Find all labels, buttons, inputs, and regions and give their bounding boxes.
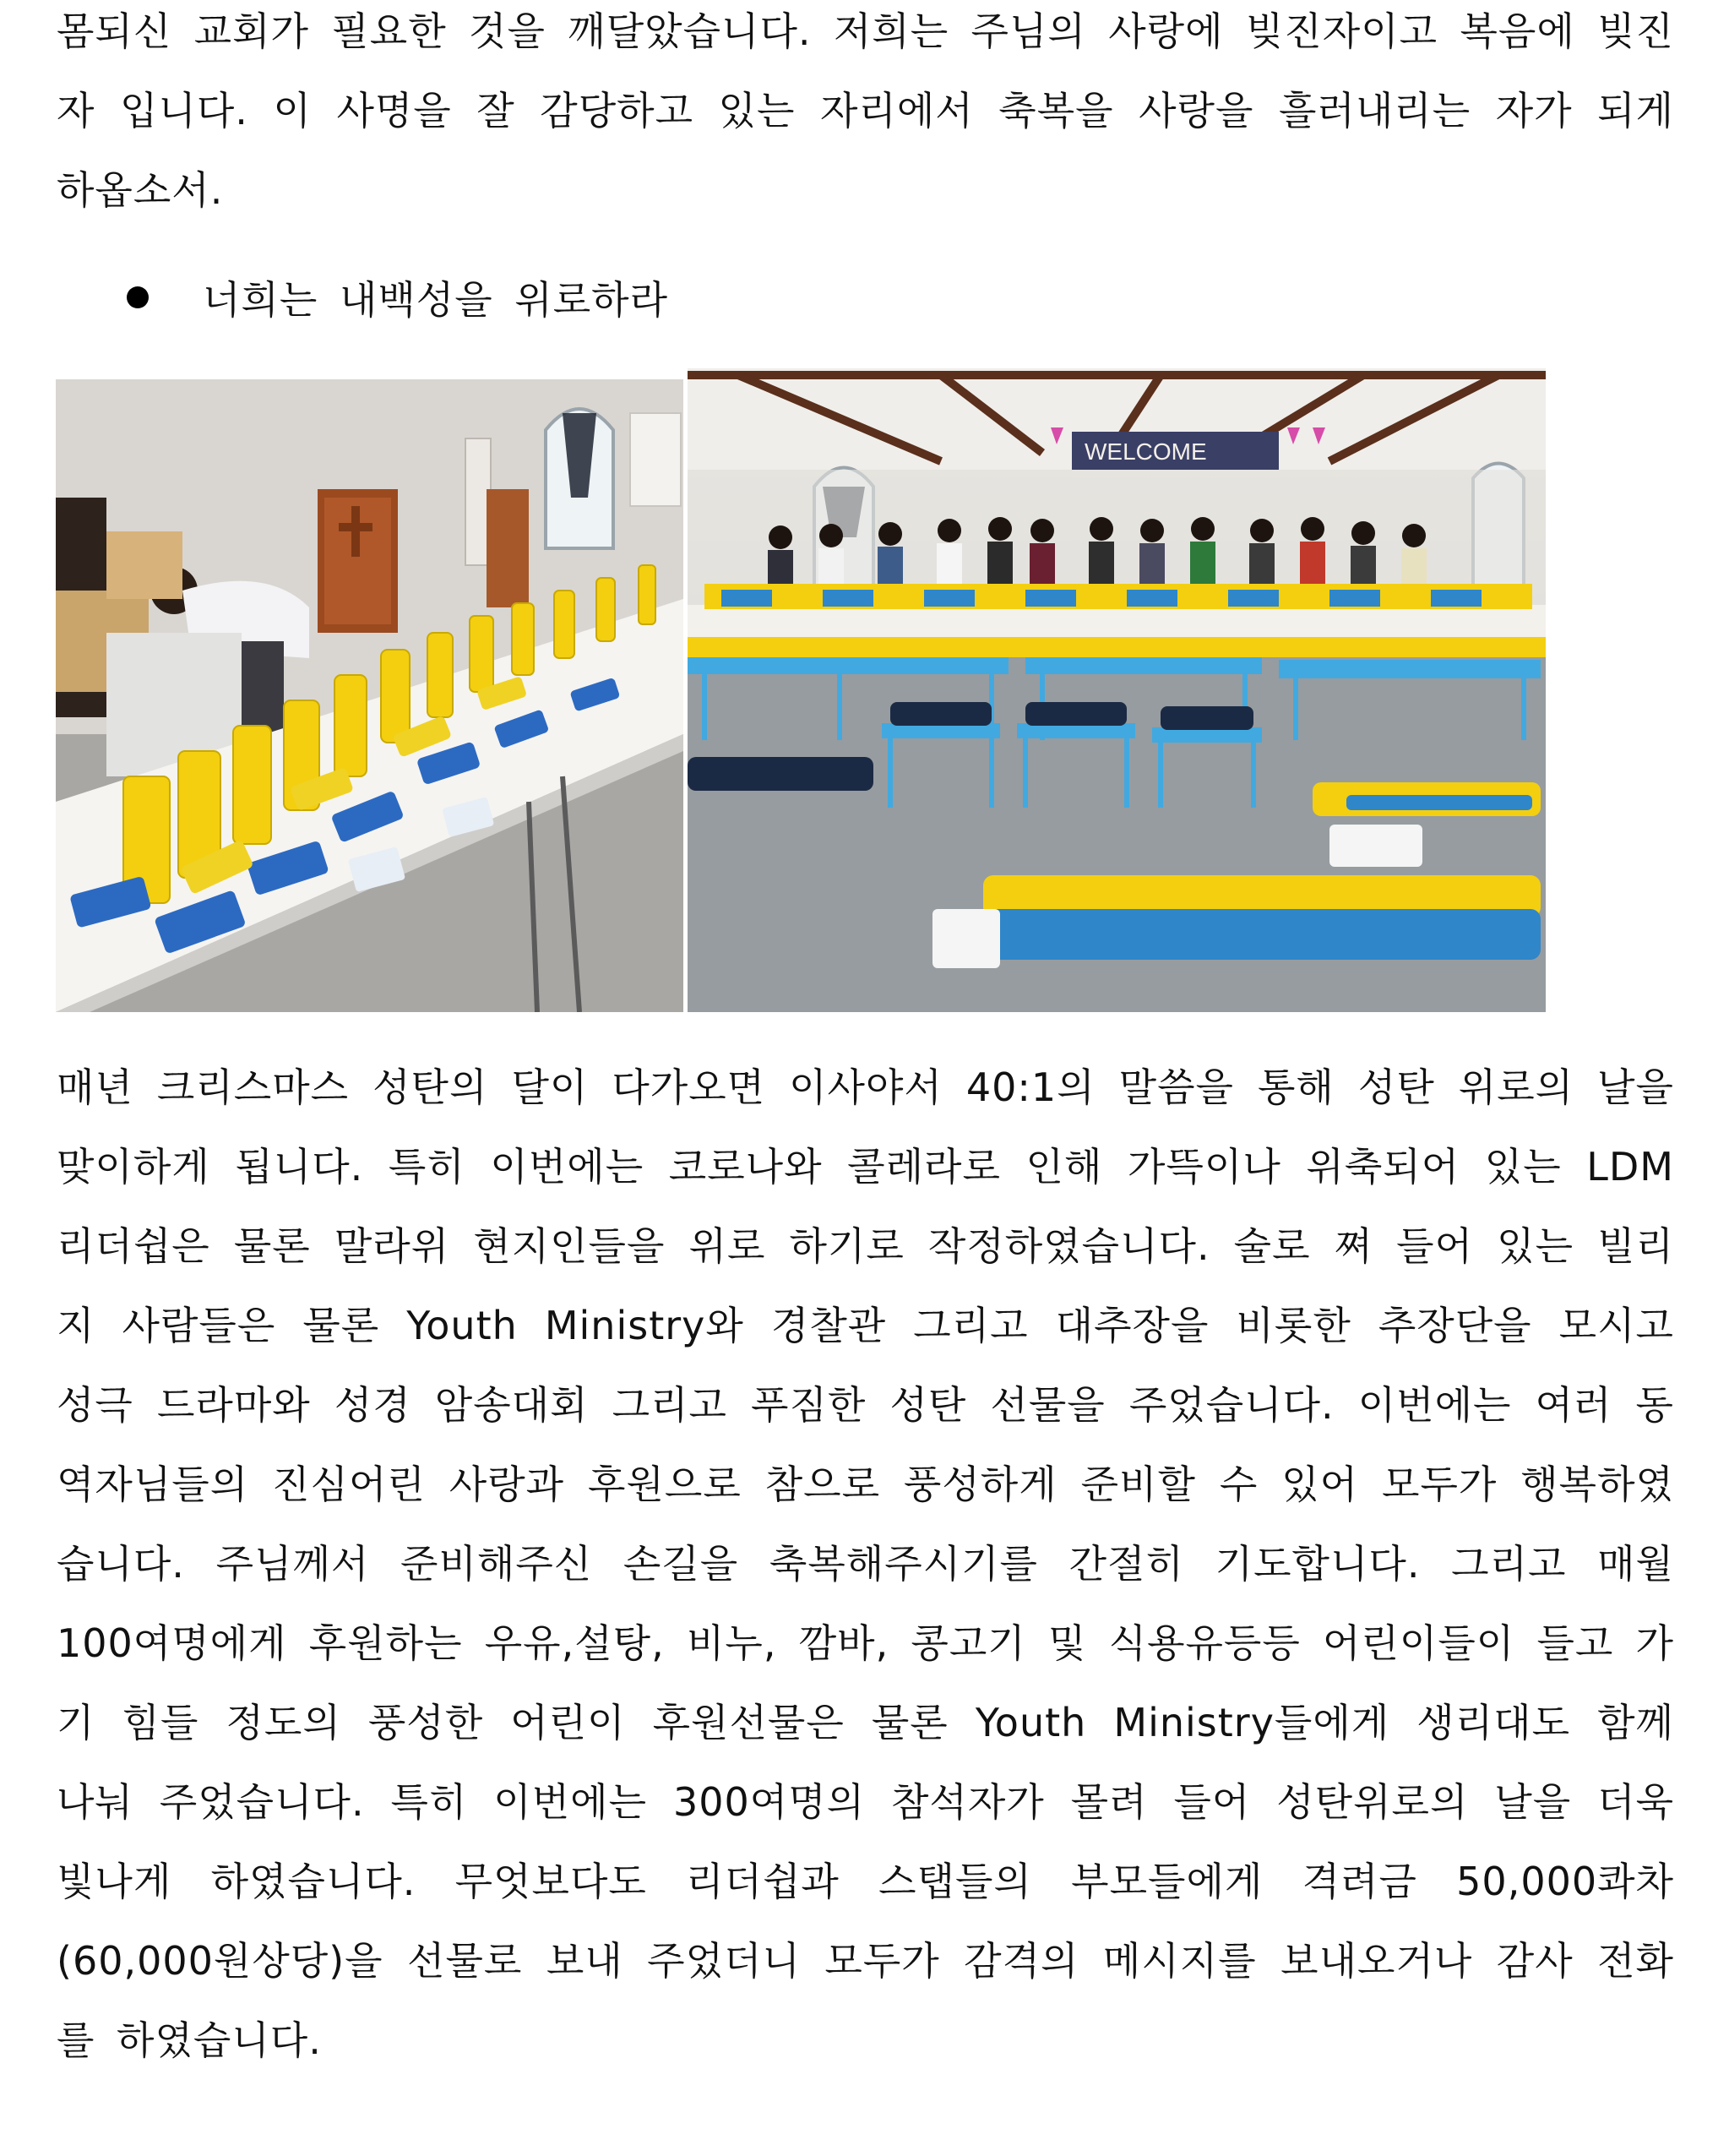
photo-food-table	[56, 379, 683, 1012]
top-paragraph: 몸되신 교회가 필요한 것을 깨달았습니다. 저희는 주님의 사랑에 빚진자이고 복음에 빚진자 입니다. 이 사명을 잘 감당하고 있는 자리에서 축복을 사랑을 흘러내리는 자가 되게 하옵소서.	[57, 8, 1674, 213]
photo-church-hall-illustration	[688, 368, 1546, 1012]
bullet-text: 너희는 내백성을 위로하라	[203, 277, 669, 323]
photo-food-table-illustration	[56, 379, 683, 1012]
photo-church-hall	[688, 368, 1546, 1012]
bottom-paragraph: 매년 크리스마스 성탄의 달이 다가오면 이사야서 40:1의 말씀을 통해 성탄 위로의 날을 맞이하게 됩니다. 특히 이번에는 코로나와 콜레라로 인해 가뜩이나 위축되어 있는 LDM 리더쉽은 물론 말라위 현지인들을 위로 하기로 작정하였습니다. 술로 쪄 들어 있는 빌리지 사람들은 물론 Youth Ministry와 경찰관 그리고 대추장을 비롯한 추장단을 모시고 성극 드라마와 성경 암송대회 그리고 푸짐한 성탄 선물을 주었습니다. 이번에는 여러 동역자님들의 진심어린 사랑과 후원으로 참으로 풍성하게 준비할 수 있어 모두가 행복하였습니다. 주님께서 준비해주신 손길을 축복해주시기를 간절히 기도합니다. 그리고 매월 100여명에게 후원하는 우유,설탕, 비누, 깜바, 콩고기 및 식용유등등 어린이들이 들고 가기 힘들 정도의 풍성한 어린이 후원선물은 물론 Youth Ministry들에게 생리대도 함께 나눠 주었습니다. 특히 이번에는 300여명의 참석자가 몰려 들어 성탄위로의 날을 더욱 빛나게 하였습니다. 무엇보다도 리더쉽과 스탭들의 부모들에게 격려금 50,000콰차(60,000원상당)을 선물로 보내 주었더니 모두가 감격의 메시지를 보내오거나 감사 전화를 하였습니다.	[57, 1064, 1674, 2063]
welcome-banner-text: WELCOME	[1085, 438, 1207, 465]
bullet-item	[127, 258, 668, 337]
bullet-dot-icon	[127, 286, 149, 308]
